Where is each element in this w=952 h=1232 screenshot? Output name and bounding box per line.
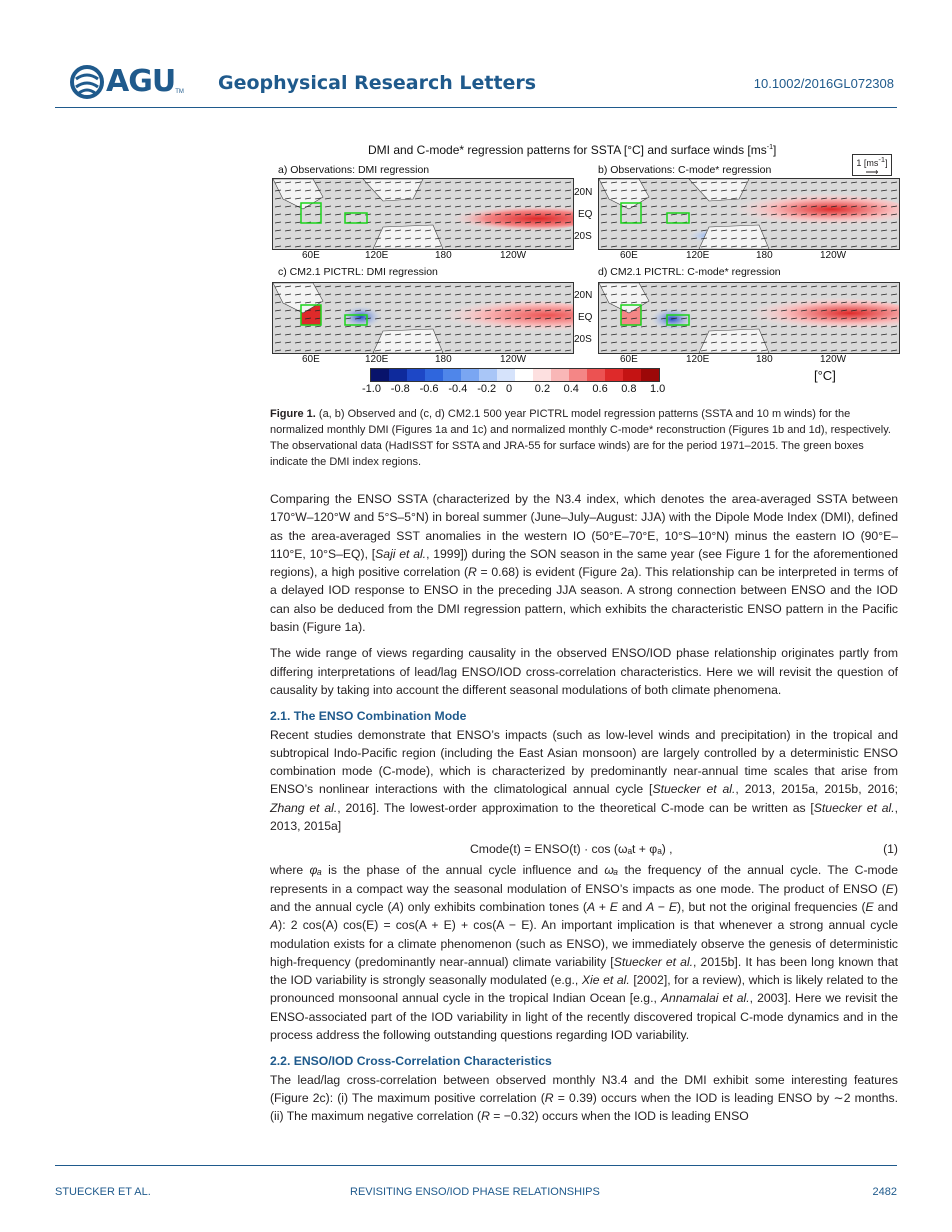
map-panel-a <box>272 178 574 250</box>
colorbar-tick-label: 1.0 <box>650 383 666 395</box>
map-panel-d <box>598 282 900 354</box>
panel-d-label: d) CM2.1 PICTRL: C-mode* regression <box>598 266 781 278</box>
colorbar-unit: [°C] <box>814 368 836 383</box>
colorbar-swatch <box>551 369 569 381</box>
agu-logo <box>70 64 184 99</box>
section-heading-2-1: 2.1. The ENSO Combination Mode <box>270 709 467 724</box>
paragraph-2: The wide range of views regarding causality in the observed ENSO/IOD phase relationship originates partly from differing interpretations of lead/lag ENSO/IOD cross-correlation characteristics. Here we will revisit the question of causality by taking into account the different seasonal modulations of both climate phenomena. <box>270 646 898 697</box>
colorbar-swatch <box>587 369 605 381</box>
panel-a-label: a) Observations: DMI regression <box>278 164 430 176</box>
footer-rule <box>55 1165 897 1166</box>
equation-body: Cmode(t) = ENSO(t) · cos (ωₐt + φₐ) , <box>470 842 673 857</box>
colorbar-tick-label: -0.4 <box>448 383 468 395</box>
panel-b-label: b) Observations: C-mode* regression <box>598 164 772 176</box>
colorbar-swatch <box>515 369 533 381</box>
footer-running-title: REVISITING ENSO/IOD PHASE RELATIONSHIPS <box>350 1186 600 1198</box>
colorbar-swatch <box>623 369 641 381</box>
lon-tick-c-60e: 60E <box>302 354 320 365</box>
colorbar-swatch <box>461 369 479 381</box>
lon-tick-c-180: 180 <box>435 354 452 365</box>
colorbar-swatch <box>569 369 587 381</box>
page-header <box>0 0 952 110</box>
arrow-icon: ⟶ <box>865 167 879 177</box>
wind-scale-legend: 1 $[ms^{-1}]$ ⟶ <box>852 154 892 176</box>
lat-tick-20n-bottom: 20N <box>574 290 593 301</box>
colorbar-swatch <box>407 369 425 381</box>
colorbar-swatch <box>605 369 623 381</box>
map-panel-c <box>272 282 574 354</box>
colorbar-swatch <box>443 369 461 381</box>
article-body <box>270 490 898 1134</box>
equation-number: (1) <box>883 842 898 857</box>
colorbar-tick-label: -1.0 <box>362 383 381 395</box>
colorbar <box>370 368 660 382</box>
colorbar-tick-label: 0.8 <box>621 383 637 395</box>
logo-trademark: TM <box>175 89 184 95</box>
colorbar-swatch <box>479 369 497 381</box>
lon-tick-a-60e: 60E <box>302 250 320 261</box>
lon-tick-a-120w: 120W <box>500 250 527 261</box>
footer-page-number: 2482 <box>872 1186 897 1198</box>
colorbar-tick-label: -0.8 <box>390 383 410 395</box>
lon-tick-d-180: 180 <box>756 354 773 365</box>
lat-tick-eq-top: EQ <box>578 209 593 220</box>
colorbar-swatch <box>533 369 551 381</box>
figure-caption <box>270 406 898 470</box>
lon-tick-d-120e: 120E <box>686 354 710 365</box>
colorbar-swatch <box>425 369 443 381</box>
lon-tick-a-120e: 120E <box>365 250 389 261</box>
logo-text: AGU <box>106 64 176 99</box>
journal-title: Geophysical Research Letters <box>218 72 537 94</box>
map-panel-b <box>598 178 900 250</box>
lon-tick-a-180: 180 <box>435 250 452 261</box>
colorbar-tick-label: 0.2 <box>534 383 551 395</box>
doi[interactable]: 10.1002/2016GL072308 <box>753 76 894 91</box>
lon-tick-b-120w: 120W <box>820 250 847 261</box>
panel-c-label: c) CM2.1 PICTRL: DMI regression <box>278 266 438 278</box>
lon-tick-d-120w: 120W <box>820 354 847 365</box>
colorbar-tick-label: 0 <box>506 383 513 395</box>
lon-tick-b-180: 180 <box>756 250 773 261</box>
lon-tick-b-120e: 120E <box>686 250 710 261</box>
lon-tick-c-120e: 120E <box>365 354 389 365</box>
footer-authors: STUECKER ET AL. <box>55 1186 151 1198</box>
lon-tick-b-60e: 60E <box>620 250 638 261</box>
figure-title: DMI and C-mode* regression patterns for SSTA [°C] and surface winds $[ms^{-1}]$ <box>368 143 777 157</box>
lon-tick-c-120w: 120W <box>500 354 527 365</box>
colorbar-swatch <box>389 369 407 381</box>
colorbar-swatch <box>641 369 659 381</box>
colorbar-tick-label: 0.4 <box>563 383 579 395</box>
paragraph-5: The lead/lag cross-correlation between observed monthly N3.4 and the DMI exhibit some interesting features (Figure 2c): (i) The maximum positive correlation (R = 0.39) occurs when the IOD is leading ENSO by ∼2 months. (ii) The maximum negative correlation (R = −0.32) occurs when the IOD is leading ENSO <box>270 1072 898 1124</box>
colorbar-tick-label: -0.6 <box>419 383 439 395</box>
paragraph-3: Recent studies demonstrate that ENSO’s impacts (such as low-level winds and precipitation) in the tropical and subtropical Indo-Pacific region (including the East Asian monsoon) are largely controlled by a deterministic ENSO combination mode (C-mode), which is characterized by predominantly near-annual time scales that arise from ENSO’s nonlinear interactions with the climatological annual cycle [Stuecker et al., 2013, 2015a, 2015b, 2016; Zhang et al., 2016]. The lowest-order approximation to the theoretical C-mode can be written as [Stuecker et al., 2013, 2015a] <box>270 727 899 834</box>
colorbar-tick-label: 0.6 <box>592 383 608 395</box>
figure-1 <box>268 140 898 404</box>
colorbar-swatch <box>371 369 389 381</box>
paragraph-1: Comparing the ENSO SSTA (characterized by the N3.4 index, which denotes the area-averaged SSTA between 170°W–120°W and 5°S–5°N) in boreal summer (June–July–August: JJA) with the Dipole Mode Index (DMI), defined as the area-averaged SST anomalies in the western IO (50°E–70°E, 10°S–10°N) minus the eastern IO (90°E–110°E, 10°S–EQ), [Saji et al., 1999]) during the SON season in the same year (see Figure 1 for the aforementioned regions), a high positive correlation (R = 0.68) is evident (Figure 2a). This relationship can be interpreted in terms of a delayed IOD response to ENSO in the preceding JJA season. A strong connection between ENSO and the IOD can also be deduced from the DMI regression pattern, which exhibits the characteristic ENSO pattern in the Pacific basin (Figure 1a). <box>270 492 898 635</box>
lat-tick-eq-bottom: EQ <box>578 312 593 323</box>
colorbar-swatch <box>497 369 515 381</box>
section-heading-2-2: 2.2. ENSO/IOD Cross-Correlation Characteristics <box>270 1054 552 1069</box>
lat-tick-20s-bottom: 20S <box>574 334 592 345</box>
caption-label: Figure 1. <box>270 408 316 420</box>
lat-tick-20s-top: 20S <box>574 231 592 242</box>
caption-text: (a, b) Observed and (c, d) CM2.1 500 year PICTRL model regression patterns (SSTA and 10 m winds) for the normalized monthly DMI (Figures 1a and 1c) and normalized monthly C-mode* reconstruction (Figures 1b and 1d), respectively. The observational data (HadISST for SSTA and JRA-55 for surface winds) are for the period 1971–2015. The green boxes indicate the DMI index regions. <box>270 408 891 468</box>
colorbar-tick-label: -0.2 <box>477 383 497 395</box>
paragraph-4: where φₐ is the phase of the annual cycle influence and ωₐ the frequency of the annual cycle. The C-mode represents in a compact way the seasonal modulation of ENSO’s impacts as one mode. The product of ENSO (E) and the annual cycle (A) only exhibits combination tones (A + E and A − E), but not the original frequencies (E and A): 2 cos(A) cos(E) = cos(A + E) + cos(A − E). An important implication is that whenever a strong annual cycle modulation exists for a climate phenomenon (such as ENSO), we immediately observe the genesis of deterministic high-frequency (predominantly near-annual) climate variability [Stuecker et al., 2015b]. It has been long known that the IOD variability is strongly seasonally modulated (e.g., Xie et al. [2002], for a review), which is likely related to the pronounced monsoonal annual cycle in the tropical Indian Ocean [e.g., Annamalai et al., 2003]. Here we revisit the ENSO-associated part of the IOD variability in light of the recently discovered tropical C-mode dynamics and in the process address the following outstanding questions regarding IOD variability. <box>270 863 899 1043</box>
agu-globe-icon <box>70 65 104 99</box>
lon-tick-d-60e: 60E <box>620 354 638 365</box>
header-rule <box>55 107 897 108</box>
lat-tick-20n-top: 20N <box>574 187 593 198</box>
equation-1 <box>270 837 898 861</box>
